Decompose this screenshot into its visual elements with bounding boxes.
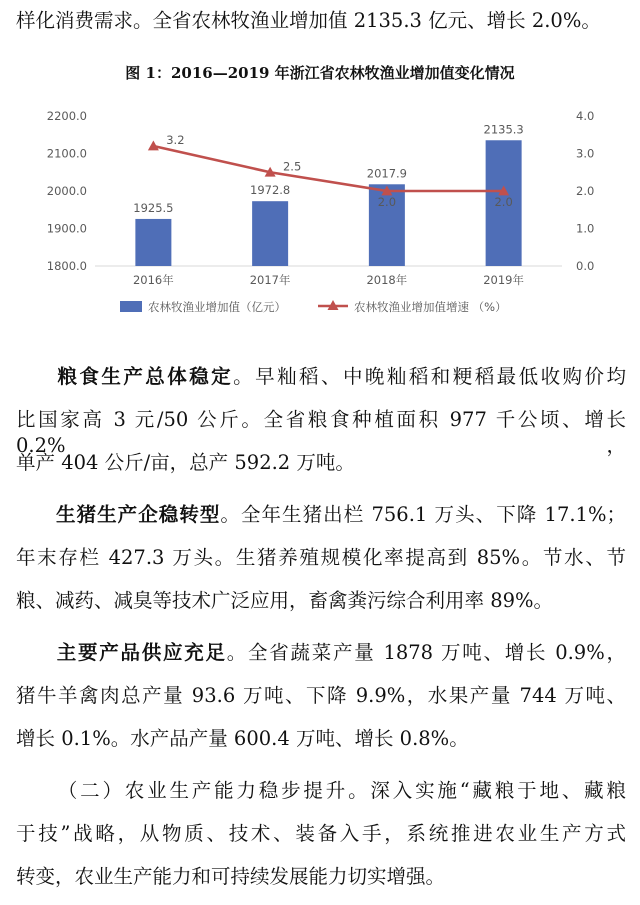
- growth-value-label: 3.2: [166, 133, 185, 147]
- y-right-tick-label: 0.0: [576, 259, 595, 273]
- y-left-tick-label: 2000.0: [46, 184, 87, 198]
- paragraph-supply-line1: [16, 640, 626, 666]
- paragraph-pig-heading: 生猪生产企稳转型: [55, 503, 221, 526]
- y-right-tick-label: 1.0: [576, 221, 595, 236]
- y-right-tick-label: 2.0: [576, 184, 595, 198]
- paragraph-capacity-text: （二）农业生产能力稳步提升。深入实施“藏粮于地、藏粮: [55, 779, 626, 802]
- text-line-intro: 样化消费需求。全省农林牧渔业增加值 2135.3 亿元、增长 2.0%。: [16, 9, 601, 32]
- bar: [135, 219, 171, 266]
- paragraph-supply-text: 。全省蔬菜产量 1878 万吨、增长 0.9%，: [226, 641, 626, 664]
- paragraph-grain-line3: 单产 404 公斤/亩，总产 592.2 万吨。: [16, 451, 355, 474]
- paragraph-grain-line2: 比国家高 3 元/50 公斤。全省粮食种植面积 977 千公顷、增长 0.2%，: [16, 408, 626, 457]
- y-right-tick-label: 3.0: [576, 146, 595, 161]
- paragraph-capacity-line3: 转变，农业生产能力和可持续发展能力切实增强。: [16, 865, 446, 888]
- paragraph-pig-text: 。全年生猪出栏 756.1 万头、下降 17.1%；: [220, 503, 626, 526]
- bar: [252, 201, 288, 266]
- x-tick-label: 2017年: [249, 273, 291, 287]
- x-tick-label: 2016年: [132, 273, 174, 287]
- paragraph-grain-line1: [16, 364, 626, 390]
- paragraph-supply-line2: 猪牛羊禽肉总产量 93.6 万吨、下降 9.9%，水果产量 744 万吨、: [16, 684, 626, 707]
- paragraph-supply-line3: 增长 0.1%。水产品产量 600.4 万吨、增长 0.8%。: [16, 727, 469, 750]
- paragraph-capacity-line2: 于技”战略，从物质、技术、装备入手，系统推进农业生产方式: [16, 822, 626, 845]
- chart: [0, 100, 640, 335]
- y-left-tick-label: 2100.0: [46, 146, 87, 161]
- x-tick-label: 2018年: [366, 273, 408, 287]
- bar-value-label: 1925.5: [133, 200, 174, 215]
- paragraph-pig-line1: [16, 502, 626, 528]
- growth-value-label: 2.0: [494, 195, 513, 209]
- paragraph-grain-heading: 粮食生产总体稳定: [55, 365, 234, 388]
- paragraph-supply-heading: 主要产品供应充足: [55, 641, 227, 664]
- y-left-tick-label: 2200.0: [46, 109, 87, 123]
- paragraph-grain-text: 。早籼稻、中晚籼稻和粳稻最低收购价均: [233, 365, 626, 388]
- x-tick-label: 2019年: [483, 273, 525, 287]
- paragraph-capacity-line1: [16, 778, 626, 804]
- growth-value-label: 2.0: [377, 195, 397, 209]
- legend-line-label: 农林牧渔业增加值增速 （%）: [354, 300, 507, 314]
- bar-value-label: 2017.9: [366, 166, 407, 181]
- growth-point-marker: [148, 141, 159, 151]
- paragraph-pig-line2: 年末存栏 427.3 万头。生猪养殖规模化率提高到 85%。节水、节: [16, 546, 626, 569]
- legend-bar-label: 农林牧渔业增加值（亿元）: [148, 300, 286, 314]
- growth-value-label: 2.5: [282, 159, 302, 174]
- growth-line: [153, 146, 503, 191]
- y-right-tick-label: 4.0: [576, 109, 595, 123]
- legend-bar-swatch: [120, 301, 142, 312]
- paragraph-pig-line3: 粮、减药、减臭等技术广泛应用，畜禽粪污综合利用率 89%。: [16, 589, 554, 612]
- figure-title: 图 1：2016—2019 年浙江省农林牧渔业增加值变化情况: [125, 64, 515, 82]
- y-left-tick-label: 1800.0: [46, 259, 87, 273]
- y-left-tick-label: 1900.0: [46, 221, 87, 236]
- bar-value-label: 1972.8: [250, 183, 291, 198]
- bar-value-label: 2135.3: [483, 122, 524, 137]
